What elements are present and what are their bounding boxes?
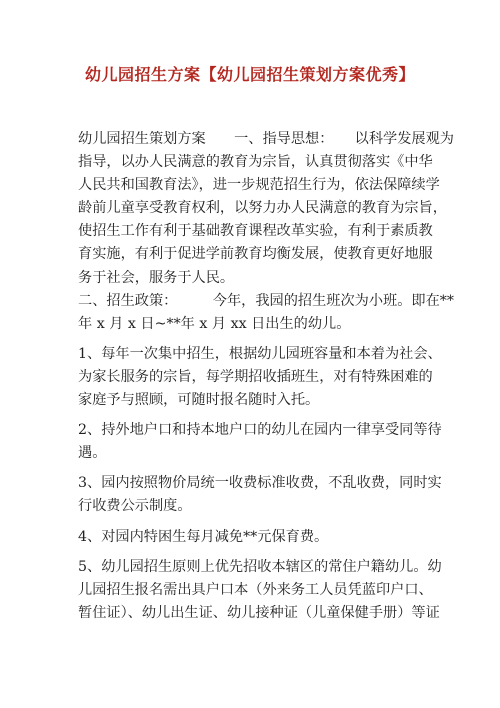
- body-text-line: 暂住证）、幼儿出生证、幼儿接种证（儿童保健手册）等证: [78, 604, 440, 621]
- body-text-line: 家庭予与照顾，可随时报名随时入托。: [78, 392, 320, 409]
- body-text-line: 指导，以办人民满意的教育为宗旨，认真贯彻落实《中华: [78, 154, 433, 171]
- body-text-line: 二、招生政策： 今年，我园的招生班次为小班。即在**: [78, 292, 454, 309]
- body-text-line: 3、园内按照物价局统一收费标准收费，不乱收费，同时实: [78, 475, 442, 492]
- body-text-line: 1、每年一次集中招生，根据幼儿园班容量和本着为社会、: [78, 345, 442, 362]
- body-text-line: 4、对园内特困生每月减免**元保育费。: [78, 528, 329, 545]
- body-text-line: 务于社会，服务于人民。: [78, 269, 235, 286]
- body-text-line: 5、幼儿园招生原则上优先招收本辖区的常住户籍幼儿。幼: [78, 558, 442, 575]
- body-text-line: 育实施，有利于促进学前教育均衡发展，使教育更好地服: [78, 246, 433, 263]
- body-text-line: 为家长服务的宗旨，每学期招收插班生，对有特殊困难的: [78, 368, 433, 385]
- body-text-line: 幼儿园招生策划方案 一、指导思想： 以科学发展观为: [78, 131, 454, 147]
- document-body: [78, 128, 454, 625]
- body-text-line: 2、持外地户口和持本地户口的幼儿在园内一律享受同等待: [78, 422, 442, 439]
- body-text-line: 遇。: [78, 445, 107, 462]
- body-text-line: 龄前儿童享受教育权利，以努力办人民满意的教育为宗旨，: [78, 200, 447, 217]
- body-text-line: 人民共和国教育法》，进一步规范招生行为，依法保障续学: [78, 177, 440, 194]
- body-text-line: 行收费公示制度。: [78, 498, 192, 515]
- document-title: 幼儿园招生方案【幼儿园招生策划方案优秀】: [84, 65, 415, 84]
- body-text-line: 年 x 月 x 日~**年 x 月 xx 日出生的幼儿。: [78, 315, 351, 332]
- body-text-line: 儿园招生报名需出具户口本（外来务工人员凭蓝印户口、: [78, 581, 433, 598]
- body-text-line: 使招生工作有利于基础教育课程改革实验，有利于素质教: [78, 223, 433, 240]
